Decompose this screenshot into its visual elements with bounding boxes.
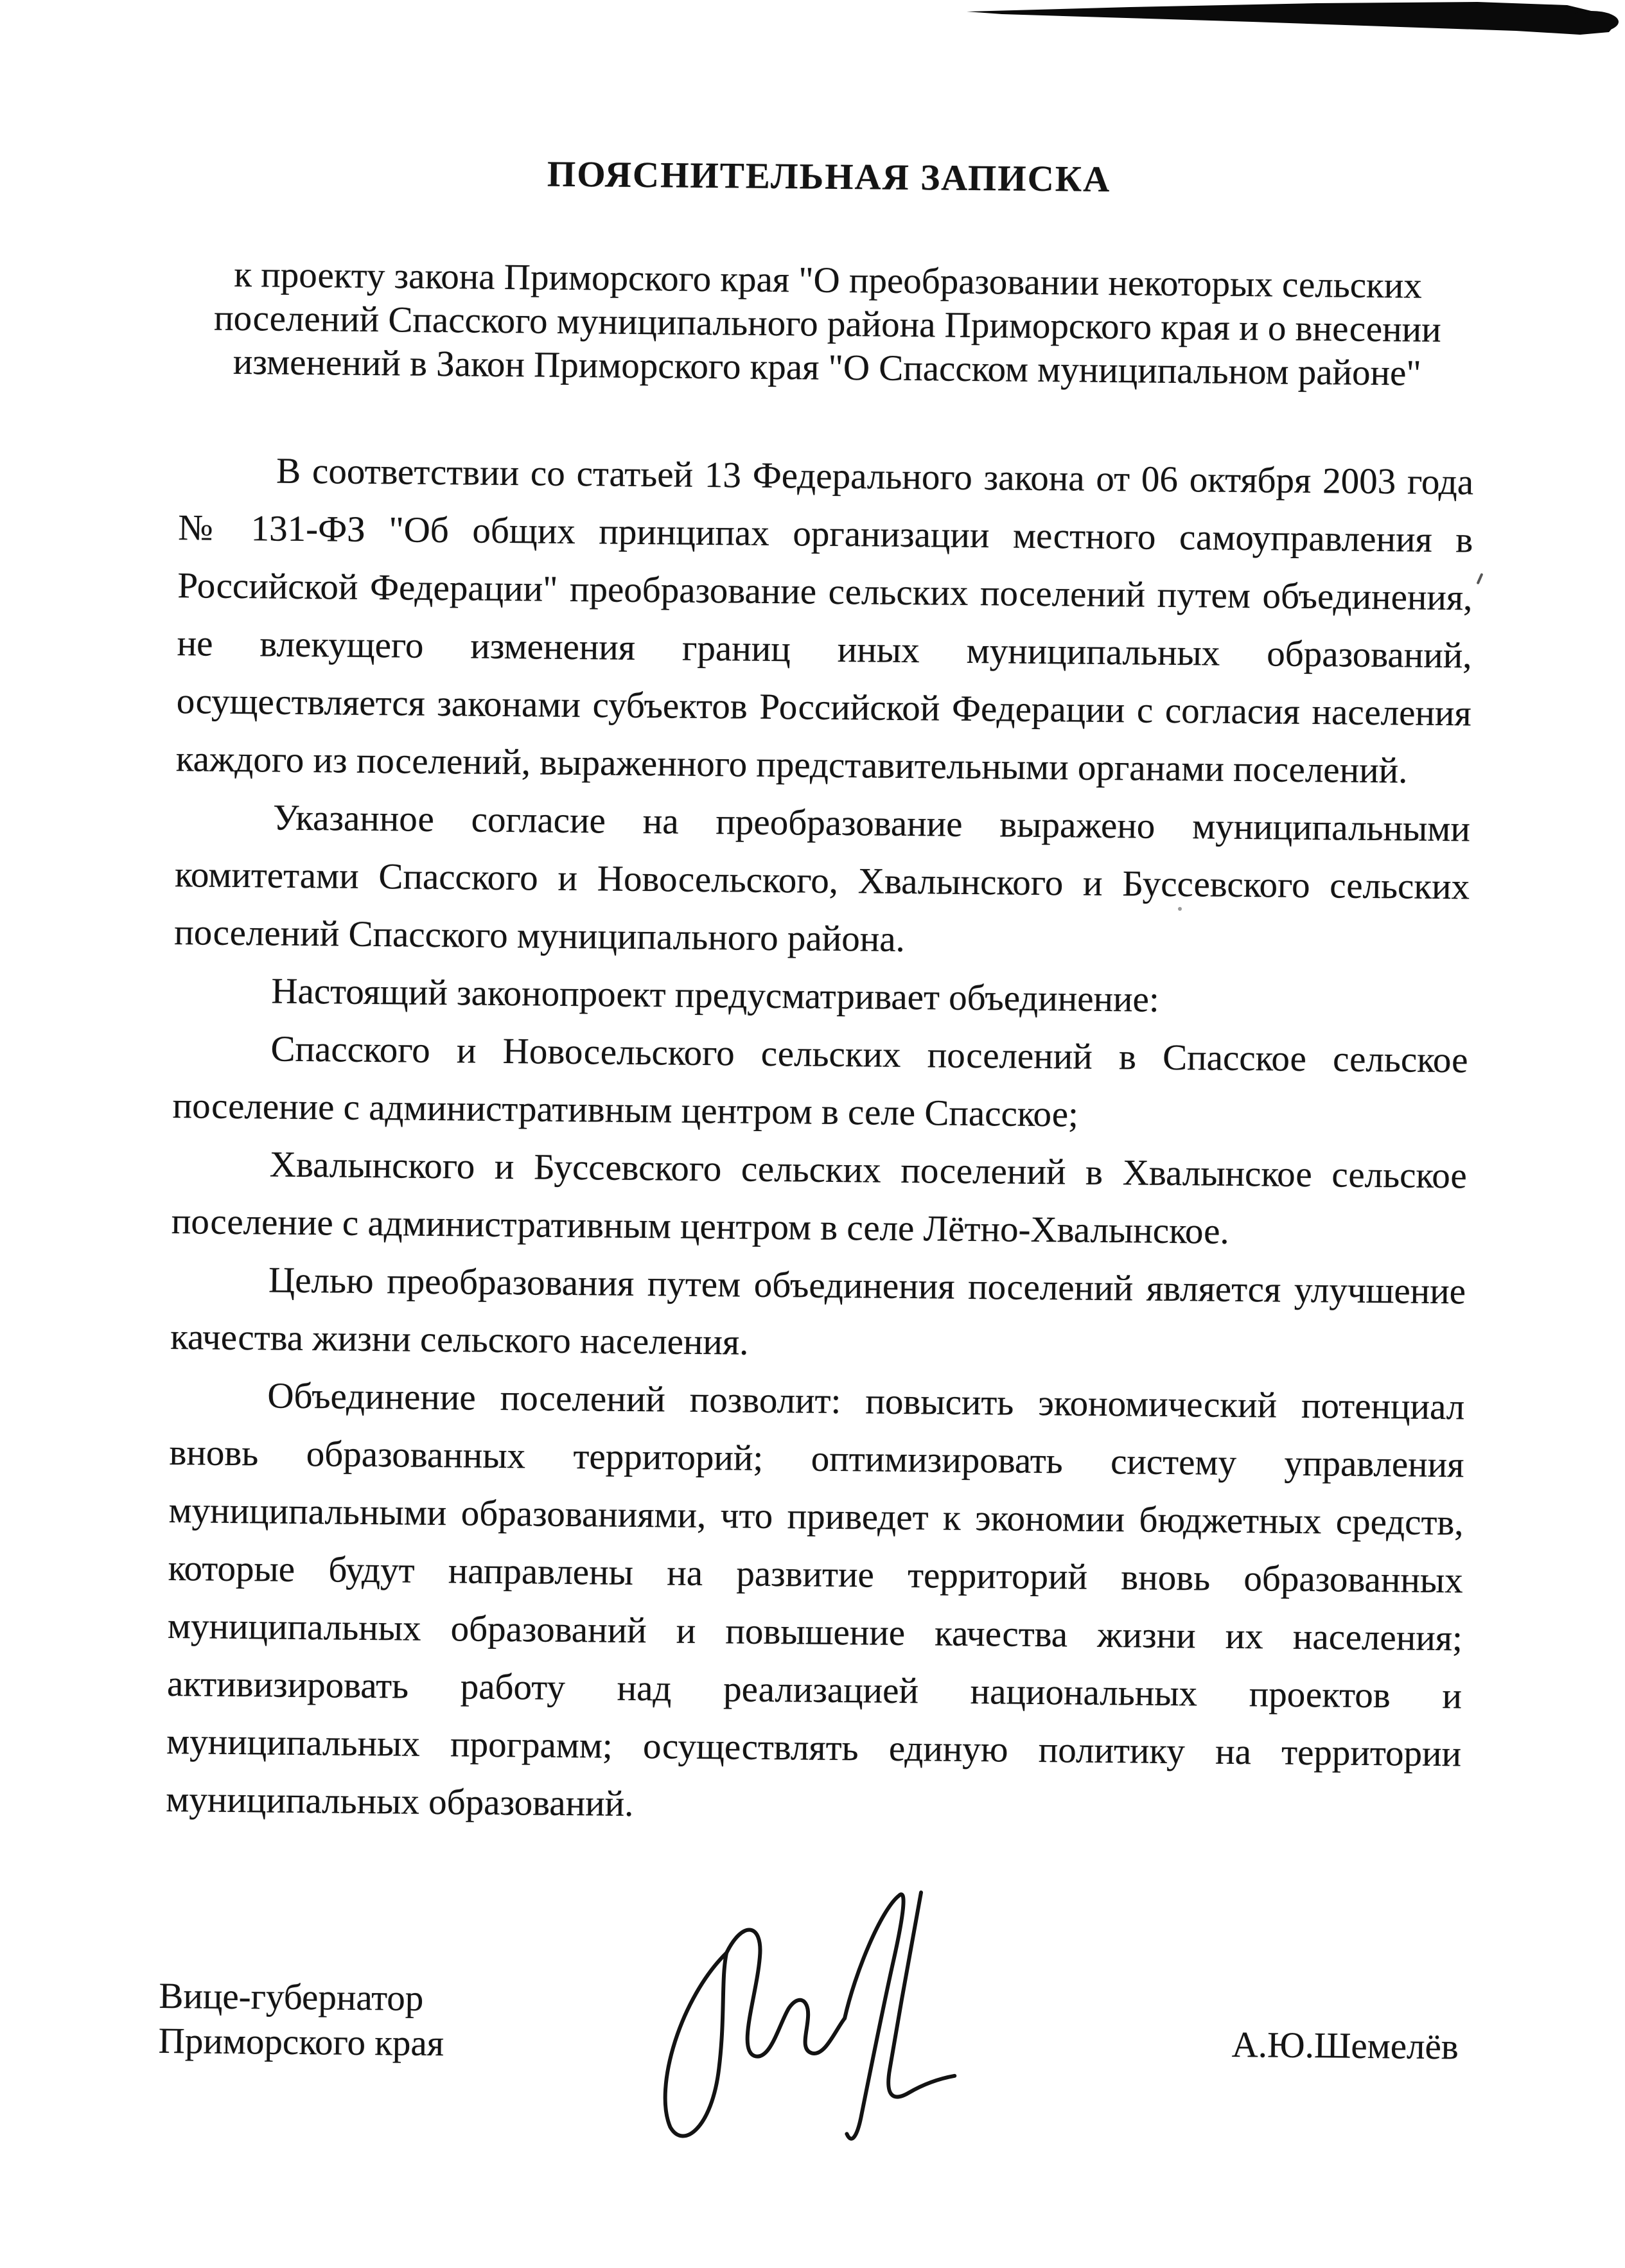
paragraph-4: Спасского и Новосельского сельских поселений в Спасское сельское поселение с административным центром в селе Спасское; (172, 1028, 1468, 1135)
paragraph-3: Настоящий законопроект предусматривает объединение: (271, 971, 1160, 1020)
signature-block (158, 1951, 1459, 2220)
signatory-name: А.Ю.Шемелёв (1231, 2024, 1459, 2068)
paragraph-1: В соответствии со статьей 13 Федерального закона от 06 октября 2003 года № 131-ФЗ "Об общих принципах организации местного самоуправления в Российской Федерации" преобразование сельских поселений путем объединения, не влекущего изменения границ иных муниципальных образований, осуществляется законами субъектов Российской Федерации с согласия населения каждого из поселений, выраженного представительными органами поселений. (175, 450, 1474, 791)
document-title: ПОЯСНИТЕЛЬНАЯ ЗАПИСКА (547, 154, 1111, 200)
scan-noise-dot (1178, 907, 1182, 911)
scan-artifact-icon (0, 0, 1625, 51)
signature-autograph (641, 1817, 965, 2154)
scan-noise-tick (1477, 573, 1484, 585)
document-body (166, 441, 1474, 1841)
document-subtitle: к проекту закона Приморского края "О преобразовании некоторых сельских поселений Спасского муниципального района Приморского края и о внесении изменений в Закон Приморского края "О Спасском муниципальном районе" (213, 254, 1441, 394)
signatory-position-line2: Приморского края (158, 2020, 444, 2064)
signatory-position (158, 1974, 444, 2066)
paragraph-5: Хвалынского и Буссевского сельских поселений в Хвалынское сельское поселение с административным центром в селе Лётно-Хвалынское. (171, 1144, 1468, 1252)
document-content (158, 148, 1477, 2220)
signatory-position-line1: Вице-губернатор (159, 1975, 424, 2019)
paragraph-2: Указанное согласие на преобразование выражено муниципальными комитетами Спасского и Новосельского, Хвалынского и Буссевского сельских поселений Спасского муниципального района. (174, 797, 1471, 960)
paragraph-7: Объединение поселений позволит: повысить экономический потенциал вновь образованных территорий; оптимизировать систему управления муниципальными образованиями, что приведет к экономии бюджетных средств, которые будут направлены на развитие территорий вновь образованных муниципальных образований и повышение качества жизни их населения; активизировать работу над реализацией национальных проектов и муниципальных программ; осуществлять единую политику на территории муниципальных образований. (166, 1375, 1465, 1824)
paragraph-6: Целью преобразования путем объединения поселений является улучшение качества жизни сельского населения. (170, 1260, 1466, 1363)
